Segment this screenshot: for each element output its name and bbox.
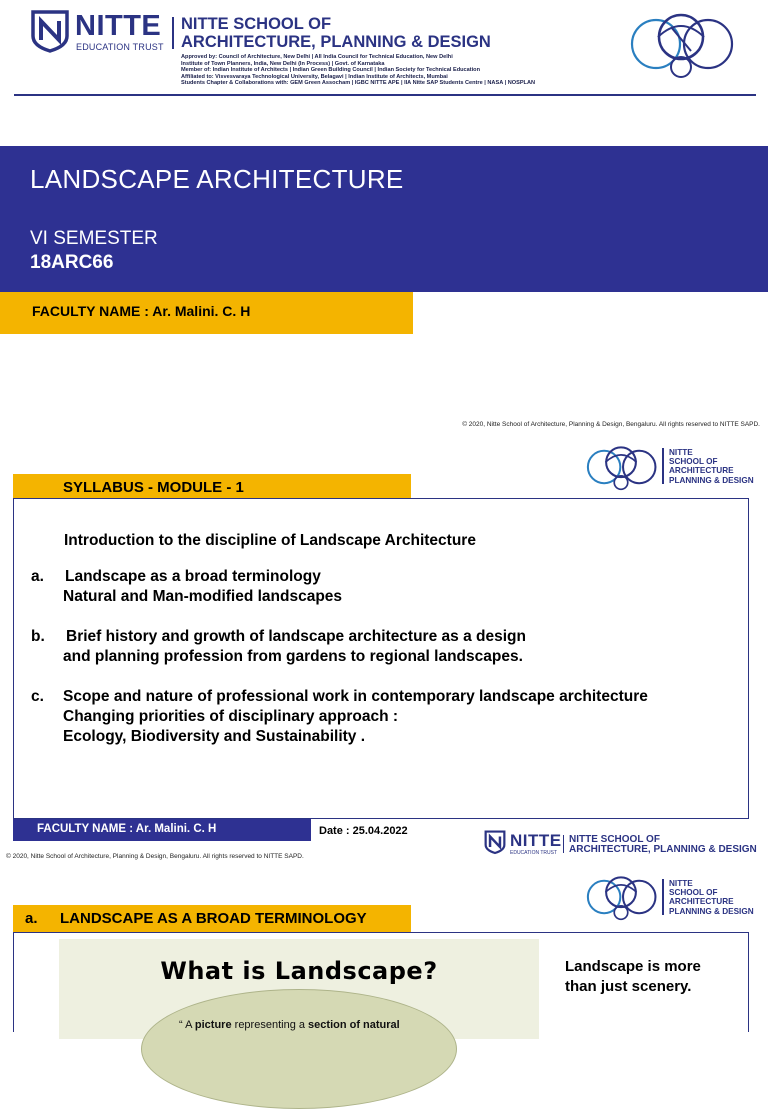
school-name-line1: NITTE SCHOOL OF	[181, 15, 332, 33]
small-school-name: NITTE SCHOOL OF ARCHITECTURE PLANNING & DESIGN	[669, 448, 754, 485]
sapd-emblem-icon	[626, 7, 736, 81]
syllabus-tab-label: SYLLABUS - MODULE - 1	[63, 479, 244, 496]
syllabus-content-box	[13, 498, 749, 819]
terminology-tab	[13, 905, 411, 932]
item-c-line3: Ecology, Biodiversity and Sustainability .	[63, 728, 366, 745]
course-title: LANDSCAPE ARCHITECTURE	[30, 164, 404, 194]
nitte-wordmark: NITTE	[75, 10, 162, 42]
affiliation-line: Students Chapter & Collaborations with: GEM Green Assocham | IGBC NITTE APE | IIA Nitte SAP Students Centre | NASA | NOSPLAN	[181, 80, 536, 87]
syllabus-tab	[13, 474, 411, 499]
affiliation-line: Approved by: Council of Architecture, New Delhi | All India Council for Technical Education, New Delhi	[181, 54, 453, 60]
side-note: Landscape is more than just scenery.	[565, 958, 701, 995]
item-b-line2: and planning profession from gardens to regional landscapes.	[63, 648, 523, 665]
item-marker: a.	[31, 568, 44, 585]
logo-divider	[662, 879, 664, 915]
semester-label: VI SEMESTER	[30, 228, 158, 249]
item-b-line1: Brief history and growth of landscape architecture as a design	[66, 628, 526, 645]
sapd-emblem-icon	[583, 442, 659, 492]
nitte-n-logo-icon	[30, 10, 70, 52]
faculty-name: FACULTY NAME : Ar. Malini. C. H	[37, 823, 217, 835]
terminology-content-box	[13, 932, 749, 1032]
header-divider	[172, 17, 174, 49]
item-marker: c.	[31, 688, 44, 705]
what-is-landscape-panel	[59, 939, 539, 1039]
footer-school-line2: ARCHITECTURE, PLANNING & DESIGN	[569, 844, 757, 855]
copyright-note: © 2020, Nitte School of Architecture, Planning & Design, Bengaluru. All rights reserved to NITTE SAPD.	[6, 853, 304, 860]
footer-school-line1: NITTE SCHOOL OF	[569, 834, 660, 845]
item-a-line1: Landscape as a broad terminology	[65, 568, 321, 585]
definition-ellipse	[141, 989, 457, 1109]
sapd-emblem-icon	[583, 872, 659, 922]
course-code: 18ARC66	[30, 252, 114, 273]
affiliation-line: Affiliated to: Visvesvaraya Technological University, Belagavi | Indian Institute of Architects, Mumbai	[181, 73, 448, 80]
nitte-n-logo-icon	[484, 830, 506, 854]
faculty-banner	[0, 292, 413, 334]
definition-quote: “ A picture representing a section of natural	[179, 1019, 400, 1031]
education-trust-label: EDUCATION TRUST	[510, 850, 558, 856]
footer-divider	[563, 835, 564, 853]
item-c-line1: Scope and nature of professional work in contemporary landscape architecture	[63, 688, 648, 705]
title-band	[0, 146, 768, 292]
header-rule	[14, 94, 756, 96]
slide-2	[0, 436, 768, 866]
panel-title: What is Landscape?	[160, 957, 438, 985]
nitte-wordmark: NITTE	[510, 831, 562, 850]
tab-marker: a.	[25, 910, 38, 927]
item-c-line2: Changing priorities of disciplinary approach :	[63, 708, 399, 725]
item-marker: b.	[31, 628, 45, 645]
logo-divider	[662, 448, 664, 484]
affiliation-line: Institute of Town Planners, India, New Delhi (In Process) | Govt. of Karnataka	[181, 60, 385, 67]
slide-date: Date : 25.04.2022	[319, 825, 408, 837]
slide-1	[0, 0, 768, 428]
school-name-line2: ARCHITECTURE, PLANNING & DESIGN	[181, 33, 491, 51]
intro-line: Introduction to the discipline of Landscape Architecture	[64, 532, 476, 549]
terminology-tab-label: LANDSCAPE AS A BROAD TERMINOLOGY	[60, 910, 367, 927]
affiliation-line: Member of: Indian Institute of Architects | Indian Green Building Council | Indian Society for Technical Education	[181, 67, 481, 74]
slide-3	[0, 866, 768, 1031]
item-a-line2: Natural and Man-modified landscapes	[63, 588, 343, 605]
copyright-note: © 2020, Nitte School of Architecture, Planning & Design, Bengaluru. All rights reserved to NITTE SAPD.	[462, 421, 760, 428]
faculty-banner	[13, 819, 311, 841]
affiliations	[181, 54, 535, 87]
faculty-name: FACULTY NAME : Ar. Malini. C. H	[32, 303, 251, 319]
small-school-name: NITTE SCHOOL OF ARCHITECTURE PLANNING & DESIGN	[669, 879, 754, 916]
education-trust-label: EDUCATION TRUST	[76, 42, 164, 52]
